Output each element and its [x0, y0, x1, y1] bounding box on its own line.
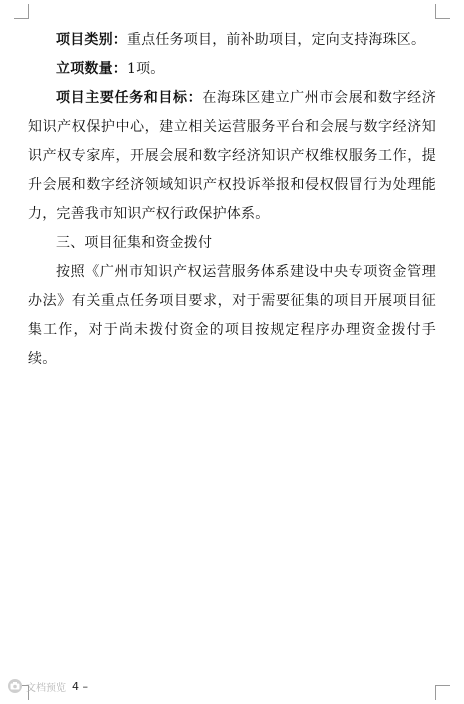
- funding-text: 按照《广州市知识产权运营服务体系建设中央专项资金管理办法》有关重点任务项目要求，对于需要征集的项目开展项目征集工作，对于尚未拨付资金的项目按规定程序办理资金拨付手续。: [28, 264, 436, 367]
- paragraph-main-tasks: [28, 84, 436, 229]
- project-count-label: 立项数量：: [56, 61, 127, 77]
- watermark-text: 文档预览: [26, 682, 66, 694]
- main-tasks-text: 在海珠区建立广州市会展和数字经济知识产权保护中心，建立相关运营服务平台和会展与数字经济知识产权专家库，开展会展和数字经济知识产权维权服务工作，提升会展和数字经济领域知识产权投诉举报和侵权假冒行为处理能力，完善我市知识产权行政保护体系。: [28, 90, 437, 222]
- section-heading-3: 三、项目征集和资金拨付: [56, 235, 213, 251]
- paragraph-project-category: [28, 26, 436, 55]
- paragraph-project-count: [28, 55, 436, 84]
- crop-mark-top-left: [14, 4, 29, 19]
- page-number: 4 –: [72, 679, 88, 693]
- crop-mark-top-right: [435, 4, 450, 19]
- project-category-label: 项目类别：: [56, 32, 127, 48]
- project-category-text: 重点任务项目，前补助项目，定向支持海珠区。: [127, 32, 426, 48]
- main-tasks-label: 项目主要任务和目标：: [56, 90, 203, 106]
- paragraph-funding: [28, 258, 436, 374]
- page-footer: [8, 678, 88, 694]
- document-body: [28, 26, 436, 374]
- camera-icon: [8, 679, 22, 693]
- crop-mark-bottom-right: [435, 685, 450, 700]
- project-count-text: 1项。: [127, 61, 165, 77]
